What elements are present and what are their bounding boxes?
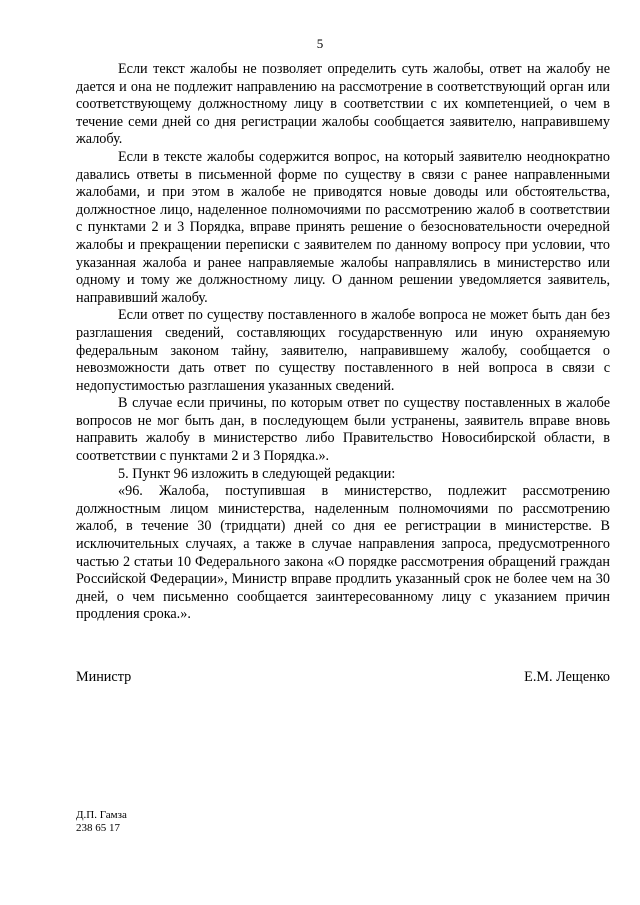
paragraph-repeated-question: Если в тексте жалобы содержится вопрос, на который заявителю неоднократно давались ответы в письменной форме по существу в связи с ранее направленными жалобами, и при этом в жалобе не приводятся новые доводы или обстоятельства, должностное лицо, наделенное полномочиями по рассмотрению жалоб в соответствии с пунктами 2 и 3 Порядка, вправе принять решение о безосновательности очередной жалобы и прекращении переписки с заявителем по данному вопросу при условии, что указанная жалоба и ранее направляемые жалобы направлялись в министерство или одному и тому же должностному лицу. О данном решении уведомляется заявитель, направивший жалобу. — [76, 148, 610, 306]
signatory-position: Министр — [76, 669, 132, 685]
paragraph-reasons-eliminated: В случае если причины, по которым ответ по существу поставленных в жалобе вопросов не мог быть дан, в последующем были устранены, заявитель вправе вновь направить жалобу в министерство либо Правительство Новосибирской области, в соответствии с пунктами 2 и 3 Порядка.». — [76, 395, 610, 465]
document-body — [76, 61, 610, 624]
paragraph-secret-information: Если ответ по существу поставленного в жалобе вопроса не может быть дан без разглашения сведений, составляющих государственную или иную охраняемую федеральным законом тайну, заявителю, направившему жалобу, сообщается о невозможности дать ответ по существу поставленного в ней вопроса в связи с недопустимостью разглашения указанных сведений. — [76, 307, 610, 394]
executor-name: Д.П. Гамза — [76, 809, 127, 821]
executor-block — [76, 809, 127, 835]
paragraph-item-96-text: «96. Жалоба, поступившая в министерство, подлежит рассмотрению должностным лицом министерства, наделенным полномочиями по рассмотрению жалоб, в течение 30 (тридцати) дней со дня ее регистрации в министерстве. В исключительных случаях, а также в случае направления запроса, предусмотренного частью 2 статьи 10 Федерального закона «О порядке рассмотрения обращений граждан Российской Федерации», Министр вправе продлить указанный срок не более чем на 30 дней, о чем письменно сообщается заинтересованному лицу с указанием причин продления срока.». — [76, 483, 610, 623]
signatory-name: Е.М. Лещенко — [524, 669, 610, 685]
page-number: 5 — [316, 36, 324, 51]
executor-phone: 238 65 17 — [76, 822, 120, 834]
paragraph-complaint-essence: Если текст жалобы не позволяет определить суть жалобы, ответ на жалобу не дается и она не подлежит направлению на рассмотрение в соответствующий орган или соответствующему должностному лицу в соответствии с их компетенцией, о чем в течение семи дней со дня регистрации жалобы сообщается заявителю, направившему жалобу. — [76, 61, 610, 148]
paragraph-item-5-heading: 5. Пункт 96 изложить в следующей редакции: — [118, 465, 396, 482]
